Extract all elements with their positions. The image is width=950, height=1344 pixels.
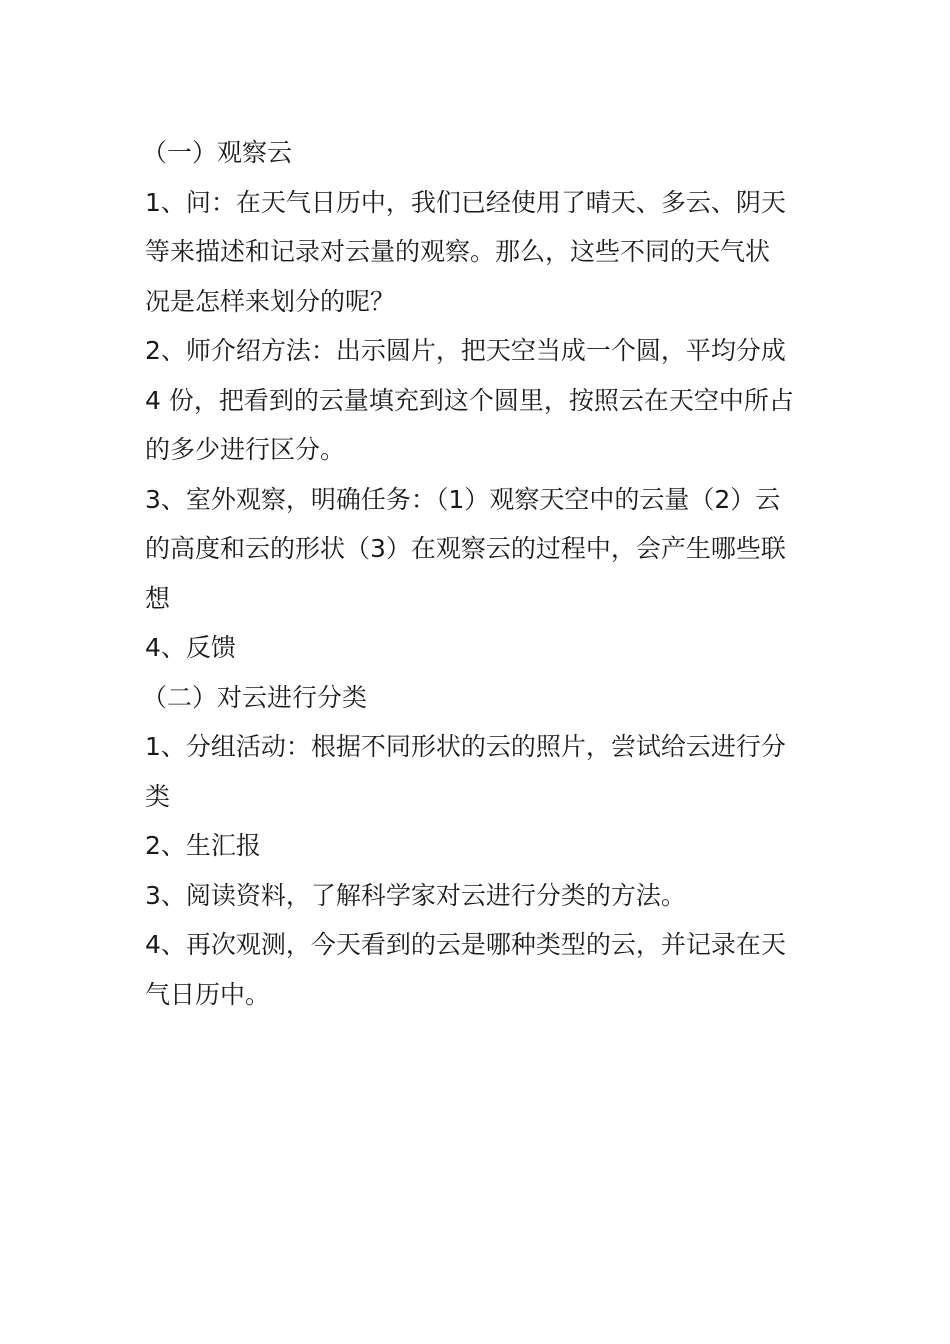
paragraph-line: 3、阅读资料，了解科学家对云进行分类的方法。 xyxy=(145,880,686,910)
paragraph-line: 类 xyxy=(145,781,171,811)
paragraph-line: 等来描述和记录对云量的观察。那么，这些不同的天气状 xyxy=(145,237,771,266)
paragraph-line: 4、反馈 xyxy=(145,633,236,662)
section-heading-observe-clouds: （一）观察云 xyxy=(142,138,293,167)
paragraph-line: 想 xyxy=(145,583,171,613)
paragraph-line: 2、师介绍方法：出示圆片，把天空当成一个圆，平均分成 xyxy=(145,336,786,365)
paragraph-line: 3、室外观察，明确任务：（1）观察天空中的云量（2）云 xyxy=(145,484,781,514)
paragraph-line: 4 份，把看到的云量填充到这个圆里，按照云在天空中所占 xyxy=(145,385,794,415)
paragraph-line: 的高度和云的形状（3）在观察云的过程中，会产生哪些联 xyxy=(145,534,786,563)
paragraph-line: 1、分组活动：根据不同形状的云的照片，尝试给云进行分 xyxy=(145,732,786,761)
document-body xyxy=(142,128,810,1019)
paragraph-line: 况是怎样来划分的呢？ xyxy=(145,286,396,316)
paragraph-line: 气日历中。 xyxy=(145,979,271,1009)
section-heading-classify-clouds: （二）对云进行分类 xyxy=(142,682,368,712)
paragraph-line: 1、问：在天气日历中，我们已经使用了晴天、多云、阴天 xyxy=(145,187,786,217)
paragraph-line: 4、再次观测，今天看到的云是哪种类型的云，并记录在天 xyxy=(145,930,786,959)
paragraph-line: 的多少进行区分。 xyxy=(145,435,346,464)
paragraph-line: 2、生汇报 xyxy=(145,831,261,860)
